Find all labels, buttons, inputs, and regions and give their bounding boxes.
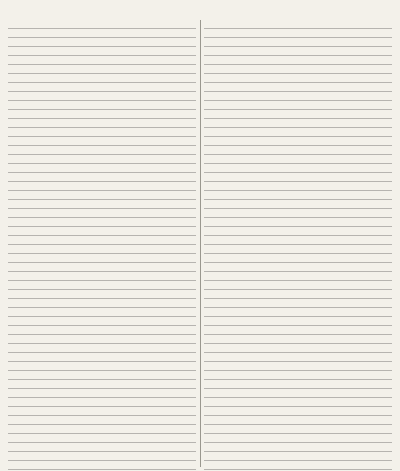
page-number bbox=[8, 6, 392, 20]
right-column bbox=[204, 22, 392, 470]
left-column bbox=[8, 22, 196, 470]
column-divider bbox=[200, 20, 201, 467]
